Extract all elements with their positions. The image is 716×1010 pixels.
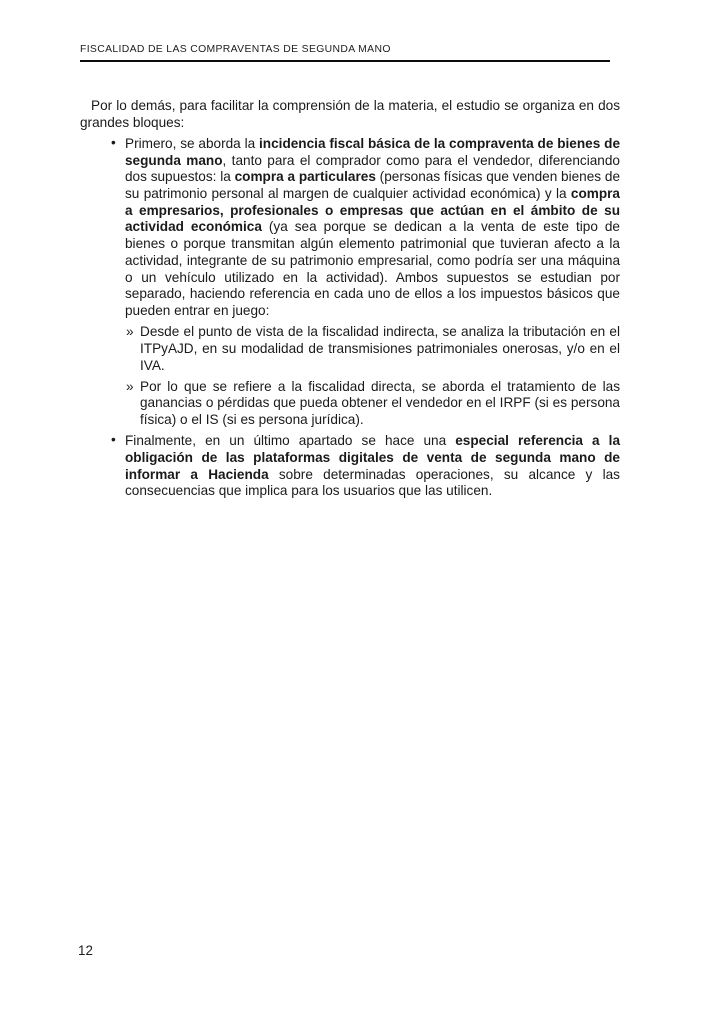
list-item xyxy=(80,324,620,374)
bullet-marker: • xyxy=(111,134,116,150)
intro-paragraph: Por lo demás, para facilitar la comprensión de la materia, el estudio se organiza en dos grandes bloques: xyxy=(80,98,620,130)
list-item xyxy=(80,136,620,320)
list-item xyxy=(80,379,620,429)
page-body xyxy=(80,98,620,500)
bullet-marker: » xyxy=(126,324,134,340)
bullet-marker: • xyxy=(111,432,116,448)
bullet-list xyxy=(80,136,620,500)
running-header xyxy=(80,44,610,62)
item-text: Por lo que se refiere a la fiscalidad directa, se aborda el tratamiento de las ganancias o pérdidas que pueda obtener el vendedor en el IRPF (si es persona física) o el IS (si es persona jurídica). xyxy=(140,378,620,428)
item-text: Finalmente, en un último apartado se hace una especial referencia a la obligación de las plataformas digitales de venta de segunda mano de informar a Hacienda sobre determinadas operaciones, su alcance y las consecuencias que implica para los usuarios que las utilicen. xyxy=(125,433,620,499)
running-header-title: FISCALIDAD DE LAS COMPRAVENTAS DE SEGUNDA MANO xyxy=(80,44,391,55)
bullet-marker: » xyxy=(126,378,134,394)
header-rule xyxy=(80,60,610,62)
item-text: Desde el punto de vista de la fiscalidad indirecta, se analiza la tributación en el ITPyAJD, en su modalidad de transmisiones patrimoniales onerosas, y/o en el IVA. xyxy=(140,324,620,373)
list-item xyxy=(80,433,620,500)
page-number: 12 xyxy=(78,943,93,958)
item-text: Primero, se aborda la incidencia fiscal básica de la compraventa de bienes de segunda mano, tanto para el comprador como para el vendedor, diferenciando dos supuestos: la compra a particulares (personas físicas que venden bienes de su patrimonio personal al margen de cualquier actividad económica) y la compra a empresarios, profesionales o empresas que actúan en el ámbito de su actividad económica (ya sea porque se dedican a la venta de este tipo de bienes o porque transmitan algún elemento patrimonial que tuvieran afecto a la actividad, integrante de su patrimonio empresarial, como podría ser una máquina o un vehículo utilizado en la actividad). Ambos supuestos se estudian por separado, haciendo referencia en cada uno de ellos a los impuestos básicos que pueden entrar en juego: xyxy=(125,135,621,318)
